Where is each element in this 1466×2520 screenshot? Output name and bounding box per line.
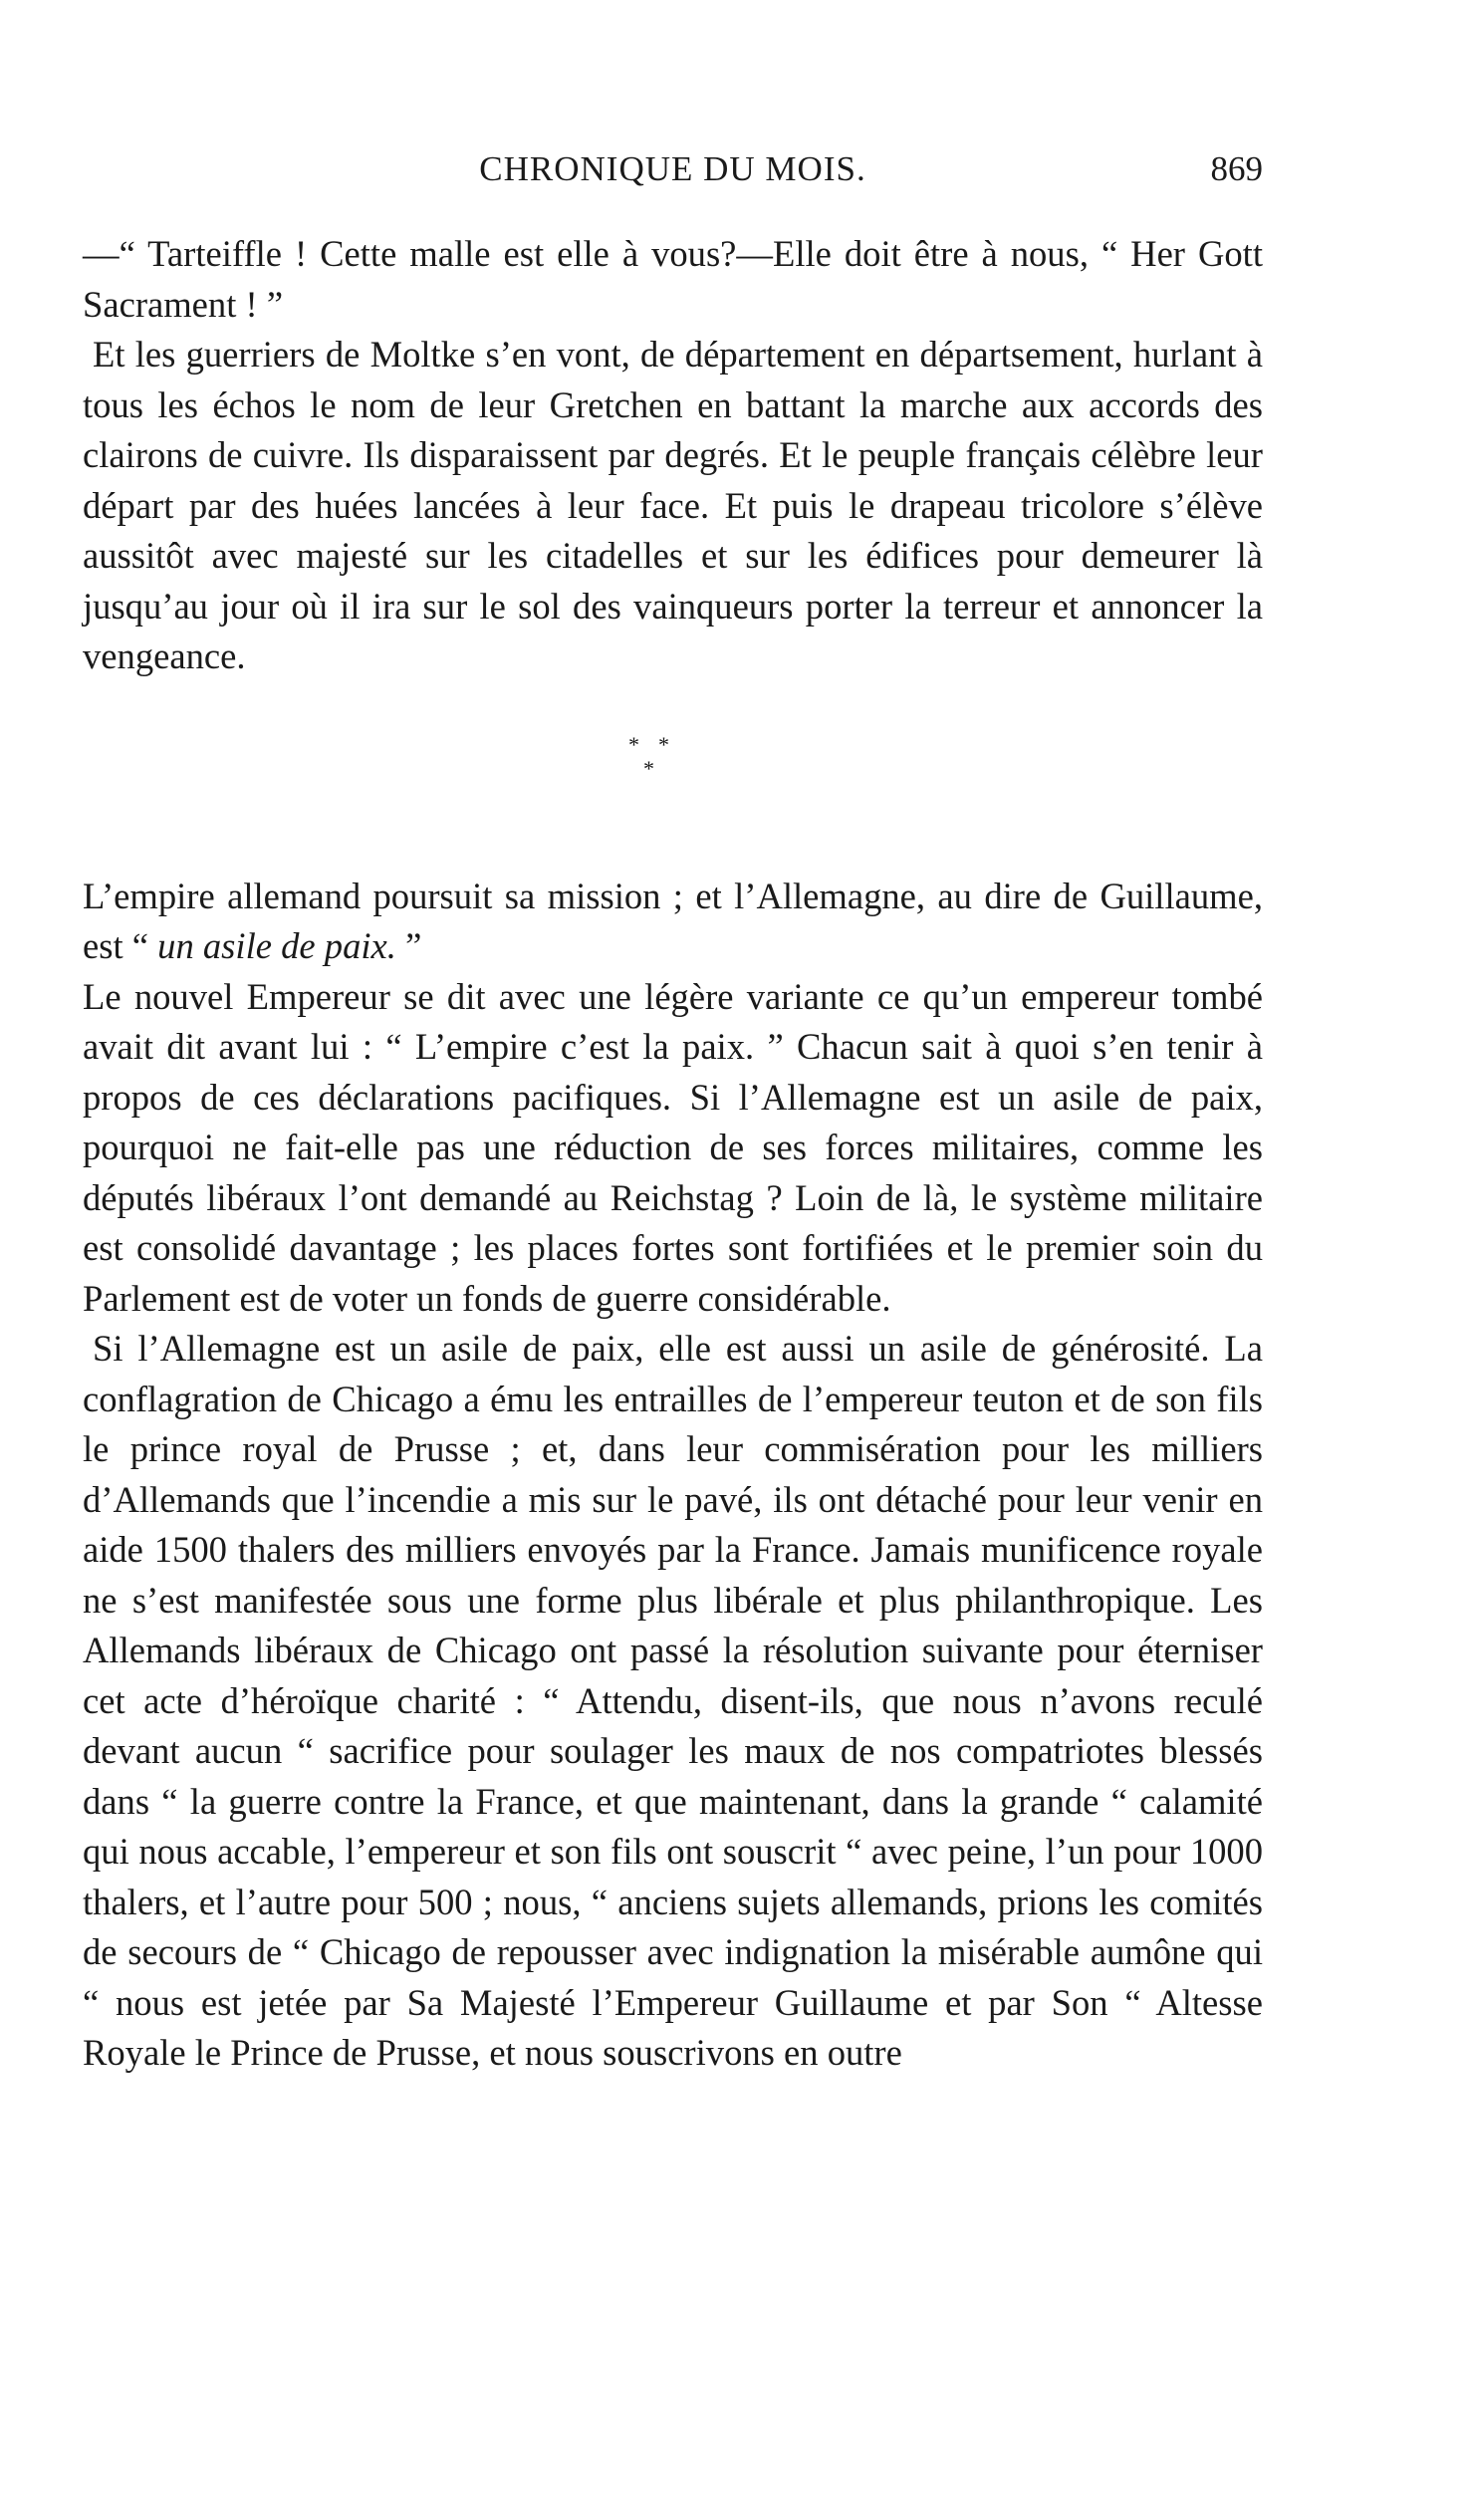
paragraph: Le nouvel Empereur se dit avec une légère variante ce qu’un empereur tombé avait dit avant lui : “ L’empire c’est la paix. ” Chacun sait à quoi s’en tenir à propos de ces déclarations pacifiques. Si l’Allemagne est un asile de paix, pourquoi ne fait-elle pas une réduction de ses forces militaires, comme les députés libéraux l’ont demandé au Reichstag ? Loin de là, le système militaire est consolidé davantage ; les places fortes sont fortifiées et le premier soin du Parlement est de voter un fonds de guerre considérable. [83,975,1263,1319]
italic-quote: un asile de paix. [157,925,396,966]
asterism-separator [83,682,1263,872]
paragraph: —“ Tarteiffle ! Cette malle est elle à vous?—Elle doit être à nous, “ Her Gott Sacrament ! ” [83,233,1263,325]
paragraph [83,872,1263,972]
paragraph-text: L’empire allemand poursuit sa mission ; et l’Allemagne, au dire de Guillaume, est “ [83,875,1263,966]
paragraph: Et les guerriers de Moltke s’en vont, de département en départsement, hurlant à tous les échos le nom de leur Gretchen en battant la marche aux accords des clairons de cuivre. Ils disparaissent par degrés. Et le peuple français célèbre leur départ par des huées lancées à leur face. Et puis le drapeau tricolore s’élève aussitôt avec majesté sur les citadelles et sur les édifices pour demeurer là jusqu’au jour où il ira sur le sol des vainqueurs porter la terreur et annoncer la vengeance. [83,334,1263,676]
star-ornament: * [628,731,639,757]
star-ornament: * [658,731,669,757]
running-title: CHRONIQUE DU MOIS. [479,149,866,188]
running-header [83,149,1263,199]
body-text [83,229,1263,2079]
star-ornament: * [643,755,654,781]
paragraph-text: ” [395,925,422,966]
paragraph: Si l’Allemagne est un asile de paix, elle est aussi un asile de générosité. La conflagration de Chicago a ému les entrailles de l’empereur teuton et de son fils le prince royal de Prusse ; et, dans leur commisération pour les milliers d’Allemands que l’incendie a mis sur le pavé, ils ont détaché pour leur venir en aide 1500 thalers des milliers envoyés par la France. Jamais munificence royale ne s’est manifestée sous une forme plus libérale et plus philanthropique. Les Allemands libéraux de Chicago ont passé la résolution suivante pour éterniser cet acte d’héroïque charité : “ Attendu, disent-ils, que nous n’avons reculé devant aucun “ sacrifice pour soulager les maux de nos compatriotes blessés dans “ la guerre contre la France, et que maintenant, dans la grande “ calamité qui nous accable, l’empereur et son fils ont souscrit “ avec peine, l’un pour 1000 thalers, et l’autre pour 500 ; nous, “ anciens sujets allemands, prions les comités de secours de “ Chicago de repousser avec indignation la misérable aumône qui “ nous est jetée par Sa Majesté l’Empereur Guillaume et par Son “ Altesse Royale le Prince de Prusse, et nous souscrivons en outre [83,1328,1263,2073]
page-number: 869 [1210,149,1263,188]
